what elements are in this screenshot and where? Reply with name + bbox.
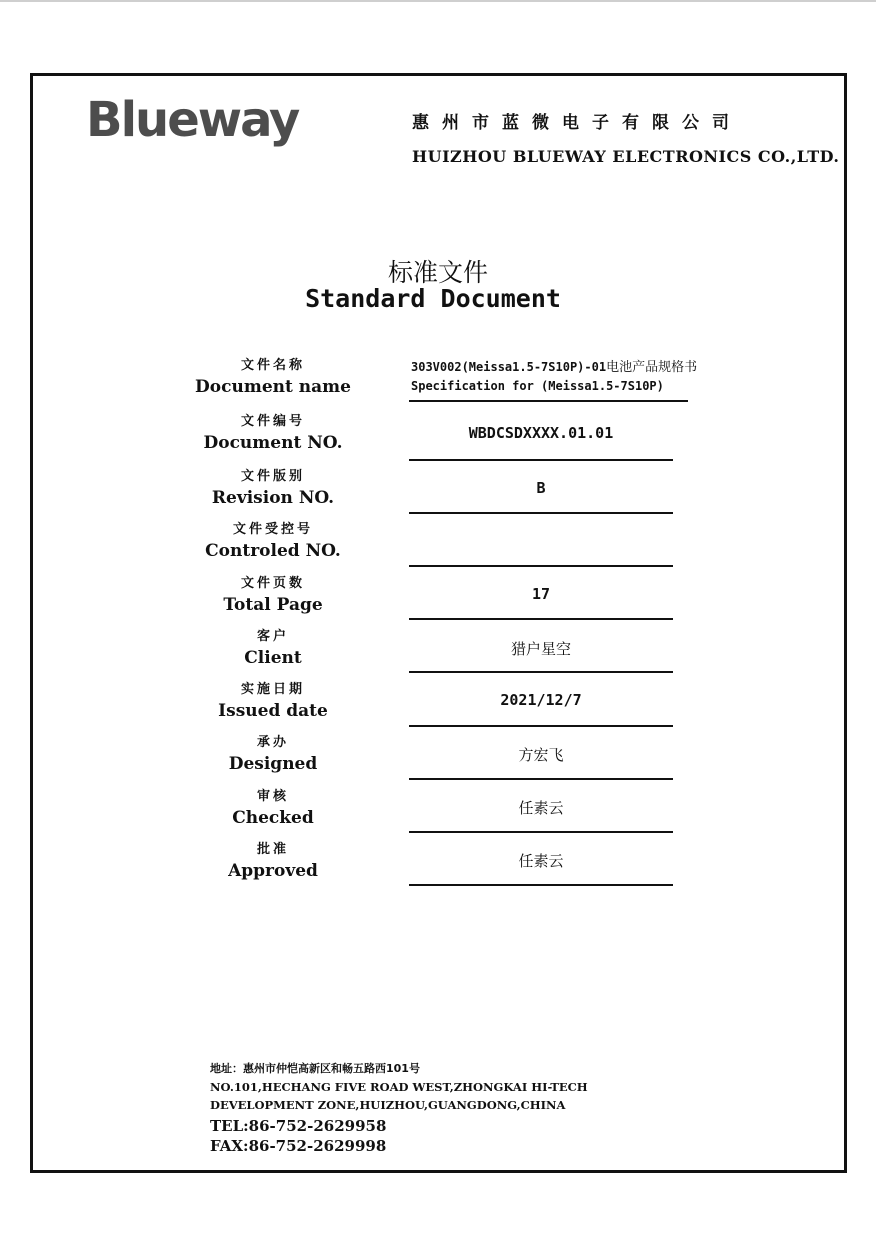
underline: [409, 831, 673, 833]
revision-no-value: B: [536, 479, 546, 497]
document-title-en: Standard Document: [305, 284, 561, 313]
underline: [409, 565, 673, 567]
underline: [409, 725, 673, 727]
field-label-en: Approved: [228, 861, 318, 881]
company-logo: Blueway: [86, 92, 299, 148]
field-label-cn: 承办: [256, 735, 289, 750]
field-label-en: Revision NO.: [211, 488, 335, 508]
field-issued-date: [188, 681, 358, 723]
field-label-cn: 实施日期: [240, 682, 305, 697]
field-label-en: Controled NO.: [205, 541, 341, 561]
underline: [409, 671, 673, 673]
field-label-en: Document name: [195, 377, 351, 397]
field-document-no: [188, 413, 358, 455]
field-document-name: [188, 357, 358, 399]
fax: FAX:86-752-2629998: [210, 1137, 387, 1155]
address-en-line1: NO.101,HECHANG FIVE ROAD WEST,ZHONGKAI HI-TECH: [210, 1080, 588, 1094]
checked-value: 任素云: [518, 799, 564, 817]
document-border: [30, 73, 847, 1173]
field-label-en: Designed: [228, 754, 318, 774]
address-cn: 地址：惠州市仲恺高新区和畅五路西101号: [210, 1062, 420, 1075]
field-checked: [188, 788, 358, 830]
designed-value: 方宏飞: [518, 746, 564, 764]
company-name-en: HUIZHOU BLUEWAY ELECTRONICS CO.,LTD.: [412, 147, 840, 166]
field-label-cn: 审核: [256, 789, 289, 804]
field-controled-no: [188, 521, 358, 563]
document-name-line1: 303V002(Meissa1.5-7S10P)-01: [411, 360, 607, 374]
page-top-edge: [0, 0, 876, 2]
field-label-cn: 文件受控号: [232, 522, 313, 537]
underline: [409, 778, 673, 780]
field-label-cn: 批准: [256, 842, 289, 857]
field-label-en: Issued date: [218, 701, 328, 721]
field-revision-no: [188, 468, 358, 510]
footer-contact: [210, 1060, 588, 1156]
document-name-line2: Specification for (Meissa1.5-7S10P): [411, 379, 664, 393]
document-no-value: WBDCSDXXXX.01.01: [468, 424, 614, 442]
field-label-en: Total Page: [223, 595, 323, 615]
field-designed: [188, 734, 358, 776]
document-name-line1-cn: 电池产品规格书: [606, 360, 698, 375]
field-total-page: [188, 575, 358, 617]
field-label-cn: 文件名称: [240, 358, 305, 373]
underline: [409, 400, 688, 402]
document-name-value: [411, 358, 697, 395]
underline: [409, 618, 673, 620]
field-label-en: Client: [244, 648, 302, 668]
address-en-line2: DEVELOPMENT ZONE,HUIZHOU,GUANGDONG,CHINA: [210, 1098, 566, 1112]
total-page-value: 17: [531, 585, 551, 603]
telephone: TEL:86-752-2629958: [210, 1117, 387, 1135]
company-name-cn: 惠州市蓝微电子有限公司: [412, 113, 742, 133]
field-label-cn: 客户: [256, 629, 289, 644]
approved-value: 任素云: [518, 852, 564, 870]
issued-date-value: 2021/12/7: [500, 691, 582, 709]
field-label-cn: 文件页数: [240, 576, 305, 591]
field-label-cn: 文件编号: [240, 414, 305, 429]
field-label-en: Document NO.: [203, 433, 343, 453]
underline: [409, 459, 673, 461]
field-client: [188, 628, 358, 670]
underline: [409, 884, 673, 886]
field-approved: [188, 841, 358, 883]
underline: [409, 512, 673, 514]
field-label-cn: 文件版别: [240, 469, 305, 484]
field-label-en: Checked: [232, 808, 314, 828]
client-value: 猎户星空: [510, 640, 571, 658]
document-title-cn: 标准文件: [387, 258, 488, 287]
